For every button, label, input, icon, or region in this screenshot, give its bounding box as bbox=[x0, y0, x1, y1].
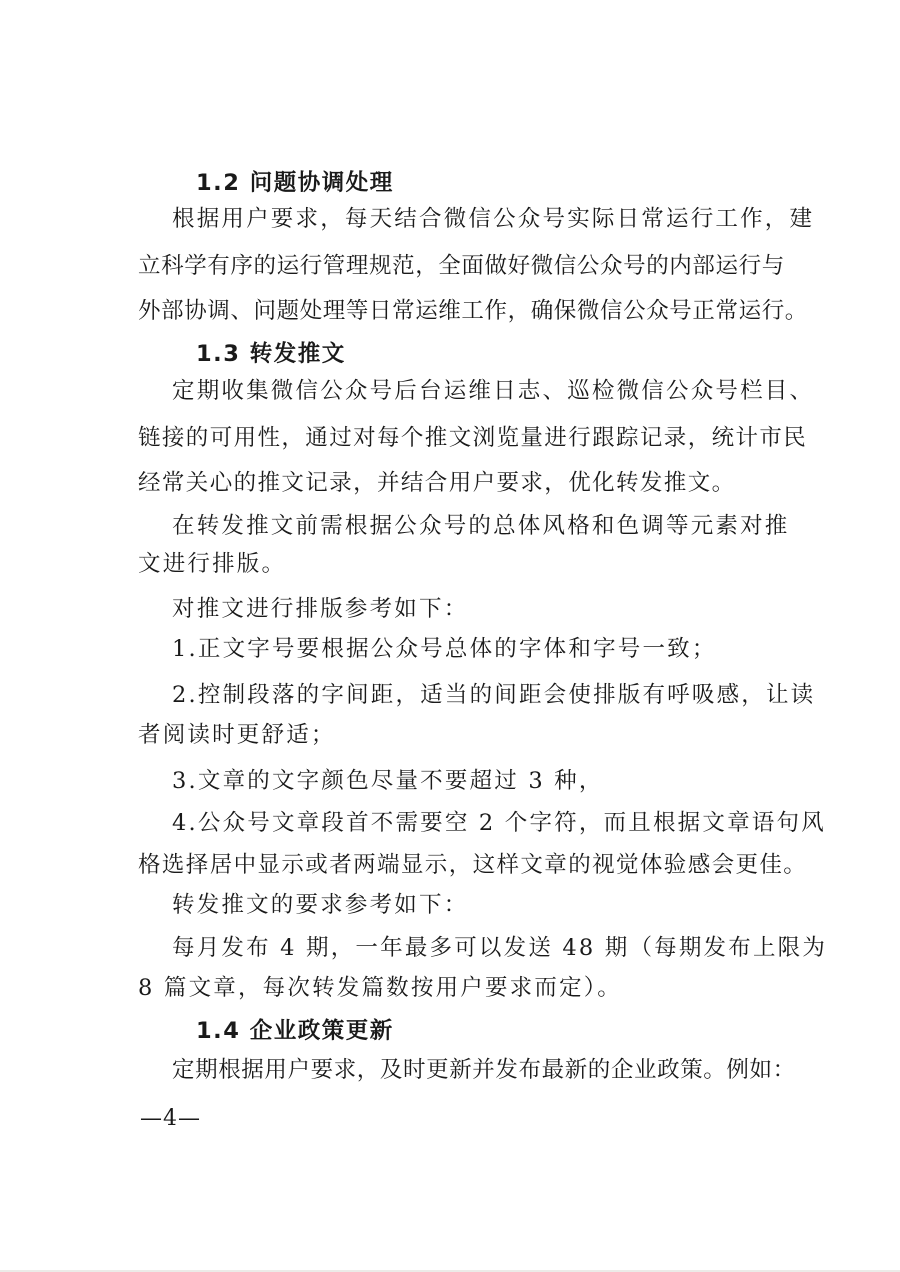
list-item-continuation: 格选择居中显示或者两端显示，这样文章的视觉体验感会更佳。 bbox=[138, 852, 808, 878]
paragraph-line: 转发推文的要求参考如下： bbox=[172, 892, 469, 918]
list-item: 4.公众号文章段首不需要空 2 个字符，而且根据文章语句风 bbox=[172, 810, 826, 836]
list-item: 2.控制段落的字间距，适当的间距会使排版有呼吸感，让读 bbox=[172, 682, 816, 708]
list-item: 1.正文字号要根据公众号总体的字体和字号一致； bbox=[172, 636, 717, 662]
paragraph-line: 经常关心的推文记录，并结合用户要求，优化转发推文。 bbox=[138, 470, 736, 496]
paragraph-line: 外部协调、问题处理等日常运维工作，确保微信公众号正常运行。 bbox=[138, 298, 808, 324]
paragraph-line: 8 篇文章，每次转发篇数按用户要求而定）。 bbox=[138, 975, 622, 1001]
section-heading-1-2: 1.2 问题协调处理 bbox=[196, 170, 394, 196]
paragraph-line: 根据用户要求，每天结合微信公众号实际日常运行工作，建 bbox=[172, 206, 815, 232]
paragraph-line: 定期根据用户要求，及时更新并发布最新的企业政策。例如： bbox=[172, 1057, 796, 1083]
paragraph-line: 立科学有序的运行管理规范，全面做好微信公众号的内部运行与 bbox=[138, 253, 785, 279]
list-item: 3.文章的文字颜色尽量不要超过 3 种， bbox=[172, 768, 604, 794]
section-heading-1-4: 1.4 企业政策更新 bbox=[196, 1018, 394, 1044]
paragraph-line: 对推文进行排版参考如下： bbox=[172, 596, 469, 622]
paragraph-line: 文进行排版。 bbox=[138, 551, 287, 577]
paragraph-line: 定期收集微信公众号后台运维日志、巡检微信公众号栏目、 bbox=[172, 378, 815, 404]
page-number: —4— bbox=[140, 1106, 201, 1131]
section-heading-1-3: 1.3 转发推文 bbox=[196, 341, 346, 367]
paragraph-line: 链接的可用性，通过对每个推文浏览量进行跟踪记录，统计市民 bbox=[138, 425, 808, 451]
list-item-continuation: 者阅读时更舒适； bbox=[138, 722, 336, 748]
paragraph-line: 每月发布 4 期，一年最多可以发送 48 期（每期发布上限为 bbox=[172, 935, 828, 961]
paragraph-line: 在转发推文前需根据公众号的总体风格和色调等元素对推 bbox=[172, 513, 790, 539]
